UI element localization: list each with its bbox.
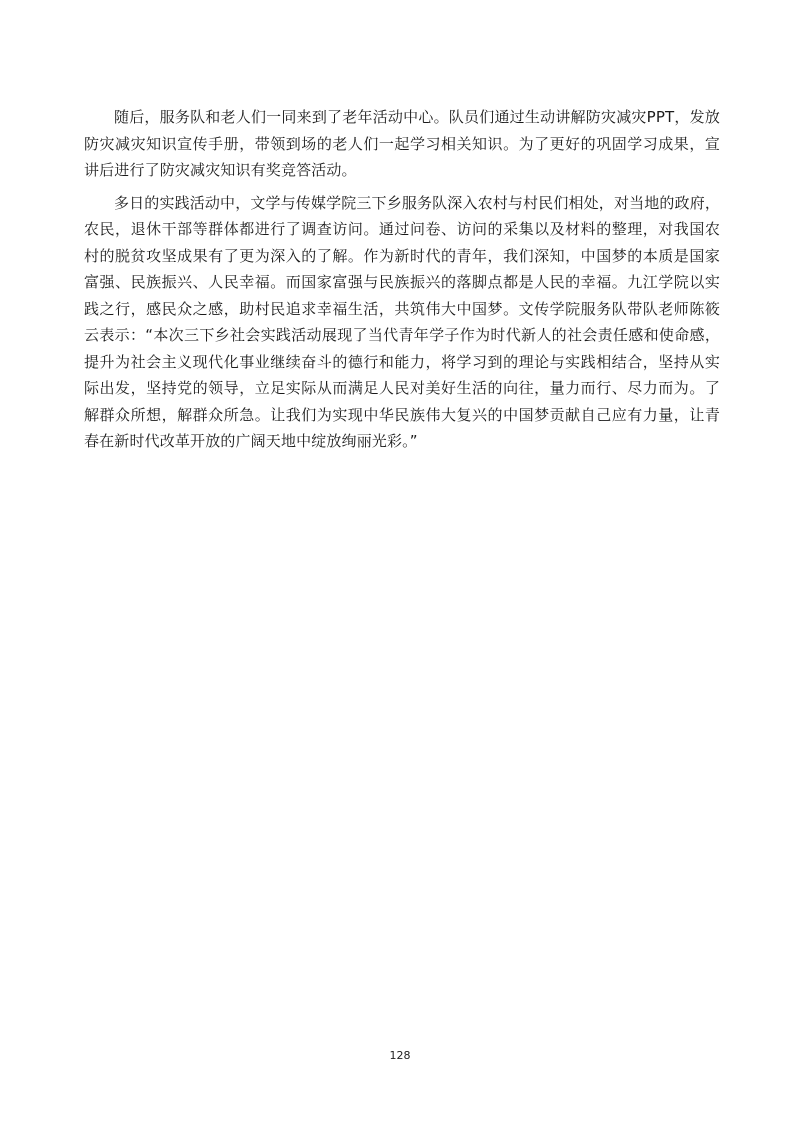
paragraph-1: 随后，服务队和老人们一同来到了老年活动中心。队员们通过生动讲解防灾减灾PPT，发放防灾减灾知识宣传手册，带领到场的老人们一起学习相关知识。为了更好的巩固学习成果，宣讲后进行了防灾减灾知识有奖竞答活动。 — [84, 108, 720, 179]
paragraph-2: 多日的实践活动中，文学与传媒学院三下乡服务队深入农村与村民们相处，对当地的政府，农民，退休干部等群体都进行了调查访问。通过问卷、访问的采集以及材料的整理，对我国农村的脱贫攻坚成果有了更为深入的了解。作为新时代的青年，我们深知，中国梦的本质是国家富强、民族振兴、人民幸福。而国家富强与民族振兴的落脚点都是人民的幸福。九江学院以实践之行，感民众之感，助村民追求幸福生活，共筑伟大中国梦。文传学院服务队带队老师陈筱云表示：“本次三下乡社会实践活动展现了当代青年学子作为时代新人的社会责任感和使命感，提升为社会主义现代化事业继续奋斗的德行和能力，将学习到的理论与实践相结合，坚持从实际出发，坚持党的领导，立足实际从而满足人民对美好生活的向往，量力而行、尽力而为。了解群众所想，解群众所急。让我们为实现中华民族伟大复兴的中国梦贡献自己应有力量，让青春在新时代改革开放的广阔天地中绽放绚丽光彩。” — [84, 193, 721, 450]
page-number: 128 — [389, 1049, 411, 1062]
body-text — [84, 104, 720, 461]
